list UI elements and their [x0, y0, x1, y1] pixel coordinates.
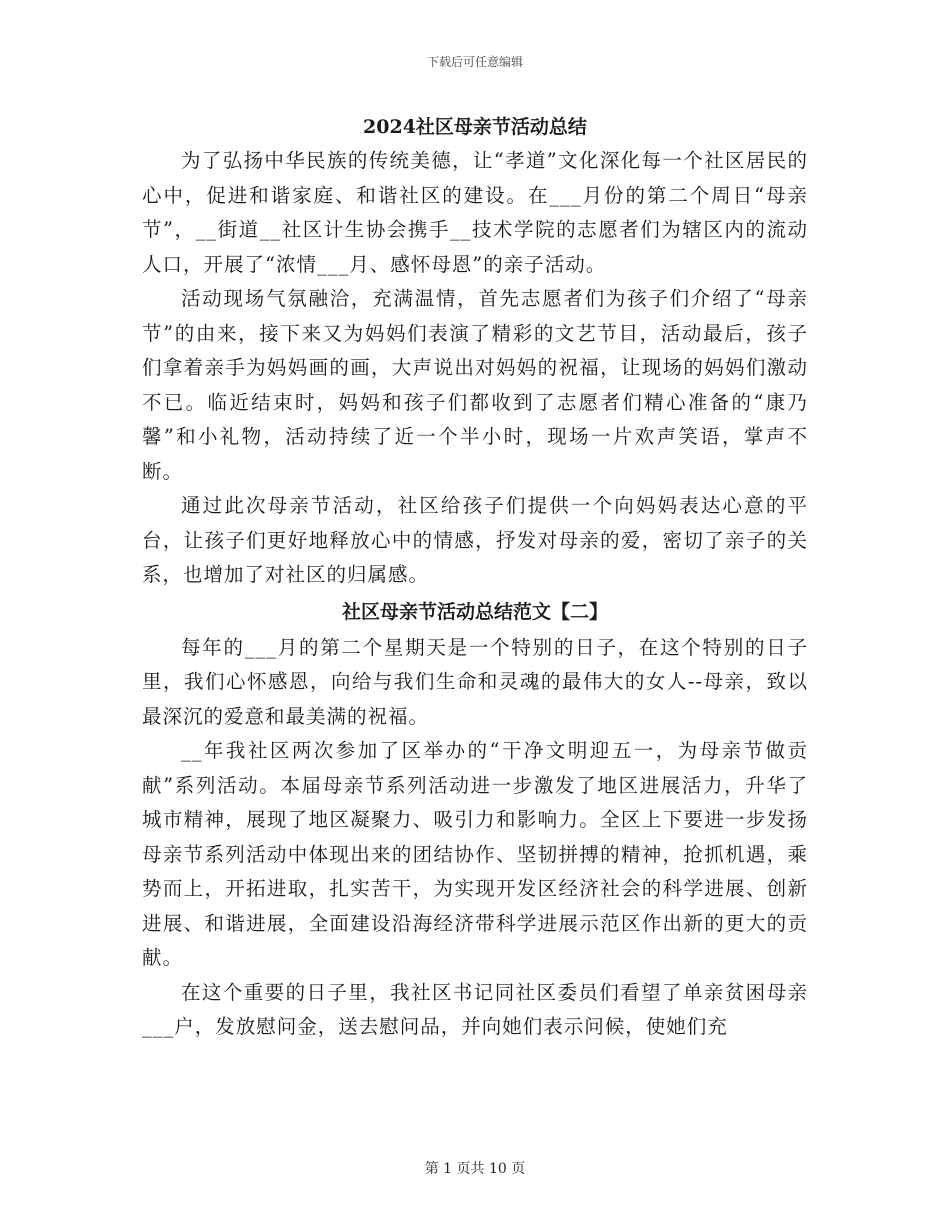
page-footer: 第 1 页共 10 页 [424, 1161, 526, 1177]
paragraph-intro: 为了弘扬中华民族的传统美德，让“孝道”文化深化每一个社区居民的心中，促进和谐家庭、和谐社区的建设。在___月份的第二个周日“母亲节”，__街道__社区计生协会携手__技术学院的志愿者们为辖区内的流动人口，开展了“浓情___月、感怀母恩”的亲子活动。 [142, 149, 808, 276]
page-header-note: 下载后可任意编辑 [426, 55, 523, 69]
paragraph-annual: 每年的___月的第二个星期天是一个特别的日子，在这个特别的日子里，我们心怀感恩，向给与我们生命和灵魂的最伟大的女人--母亲，致以最深沉的爱意和最美满的祝福。 [142, 635, 808, 728]
document-title: 2024社区母亲节活动总结 [363, 116, 587, 138]
section-subtitle: 社区母亲节活动总结范文【二】 [341, 600, 608, 623]
paragraph-activity: 活动现场气氛融洽，充满温情，首先志愿者们为孩子们介绍了“母亲节”的由来，接下来又为妈妈们表演了精彩的文艺节目，活动最后，孩子们拿着亲手为妈妈画的画，大声说出对妈妈的祝福，让现场的妈妈们激动不已。临近结束时，妈妈和孩子们都收到了志愿者们精心准备的“康乃馨”和小礼物，活动持续了近一个半小时，现场一片欢声笑语，掌声不断。 [142, 287, 808, 483]
paragraph-visit: 在这个重要的日子里，我社区书记同社区委员们看望了单亲贫困母亲___户，发放慰问金，送去慰问品，并向她们表示问候，使她们充 [142, 980, 808, 1038]
document-body [142, 110, 808, 1045]
paragraph-campaign: __年我社区两次参加了区举办的“干净文明迎五一，为母亲节做贡献”系列活动。本届母亲节系列活动进一步激发了地区进展活力，升华了城市精神，展现了地区凝聚力、吸引力和影响力。全区上下要进一步发扬母亲节系列活动中体现出来的团结协作、坚韧拼搏的精神，抢抓机遇，乘势而上，开拓进取，扎实苦干，为实现开发区经济社会的科学进展、创新进展、和谐进展，全面建设沿海经济带科学进展示范区作出新的更大的贡献。 [142, 739, 808, 969]
paragraph-result: 通过此次母亲节活动，社区给孩子们提供一个向妈妈表达心意的平台，让孩子们更好地释放心中的情感，抒发对母亲的爱，密切了亲子的关系，也增加了对社区的归属感。 [142, 494, 808, 586]
